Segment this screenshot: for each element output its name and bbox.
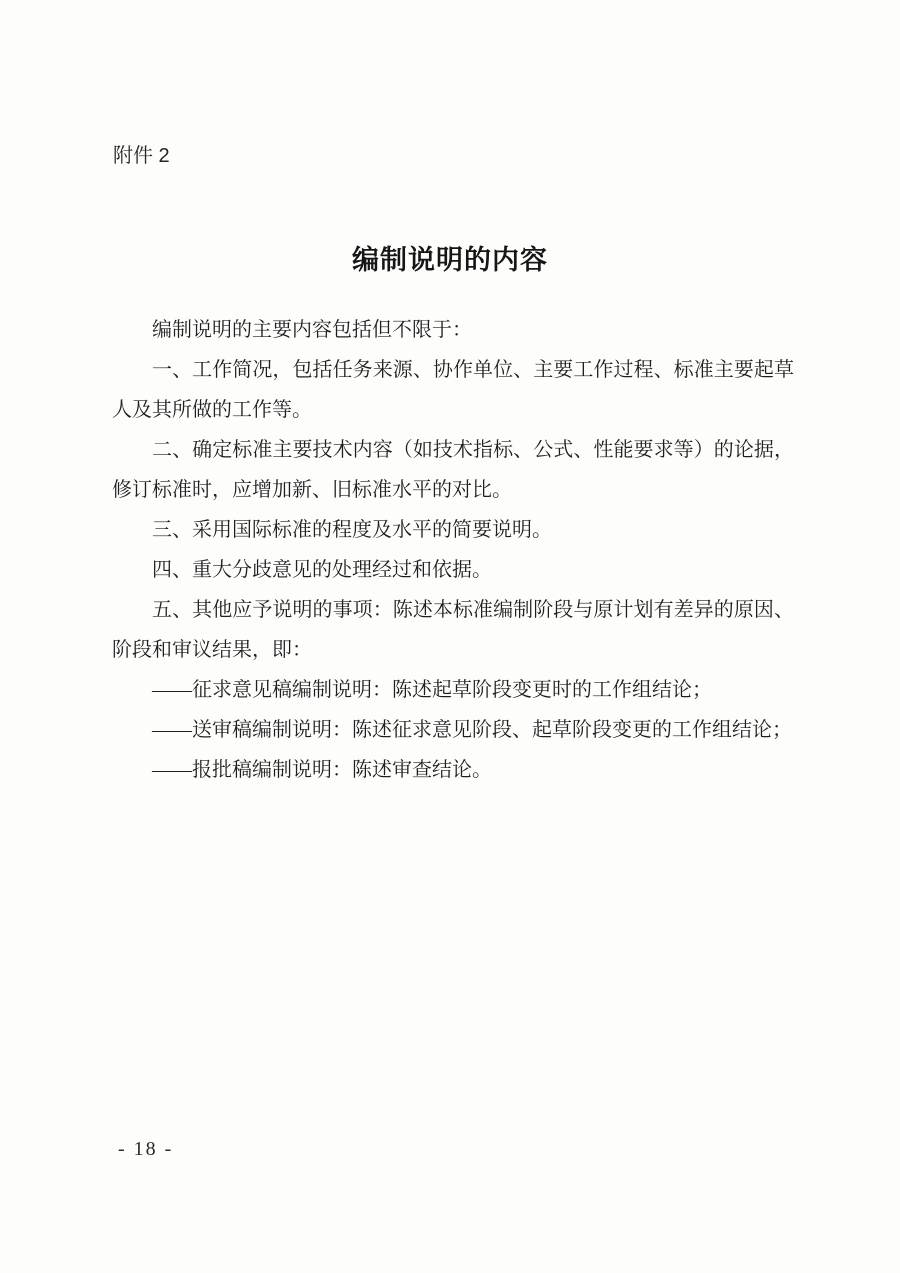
paragraph-item-1: 一、工作简况，包括任务来源、协作单位、主要工作过程、标准主要起草人及其所做的工作等。 xyxy=(112,359,794,421)
paragraph-item-4: 四、重大分歧意见的处理经过和依据。 xyxy=(152,559,492,581)
paragraph-item-5: 五、其他应予说明的事项：陈述本标准编制阶段与原计划有差异的原因、阶段和审议结果，即： xyxy=(112,599,794,661)
paragraph-item-2: 二、确定标准主要技术内容（如技术指标、公式、性能要求等）的论据，修订标准时，应增加新、旧标准水平的对比。 xyxy=(112,439,794,501)
page-title: 编制说明的内容 xyxy=(352,245,548,276)
page-number: - 18 - xyxy=(118,1138,174,1160)
paragraph-dash-draft: ——征求意见稿编制说明：陈述起草阶段变更时的工作组结论； xyxy=(152,679,712,701)
attachment-label: 附件 2 xyxy=(113,145,170,167)
paragraph-item-3: 三、采用国际标准的程度及水平的简要说明。 xyxy=(152,519,552,541)
paragraph-intro: 编制说明的主要内容包括但不限于： xyxy=(152,319,472,341)
paragraph-dash-final: ——报批稿编制说明：陈述审查结论。 xyxy=(152,759,492,781)
paragraph-dash-review: ——送审稿编制说明：陈述征求意见阶段、起草阶段变更的工作组结论； xyxy=(152,719,792,741)
document-body xyxy=(112,310,794,790)
